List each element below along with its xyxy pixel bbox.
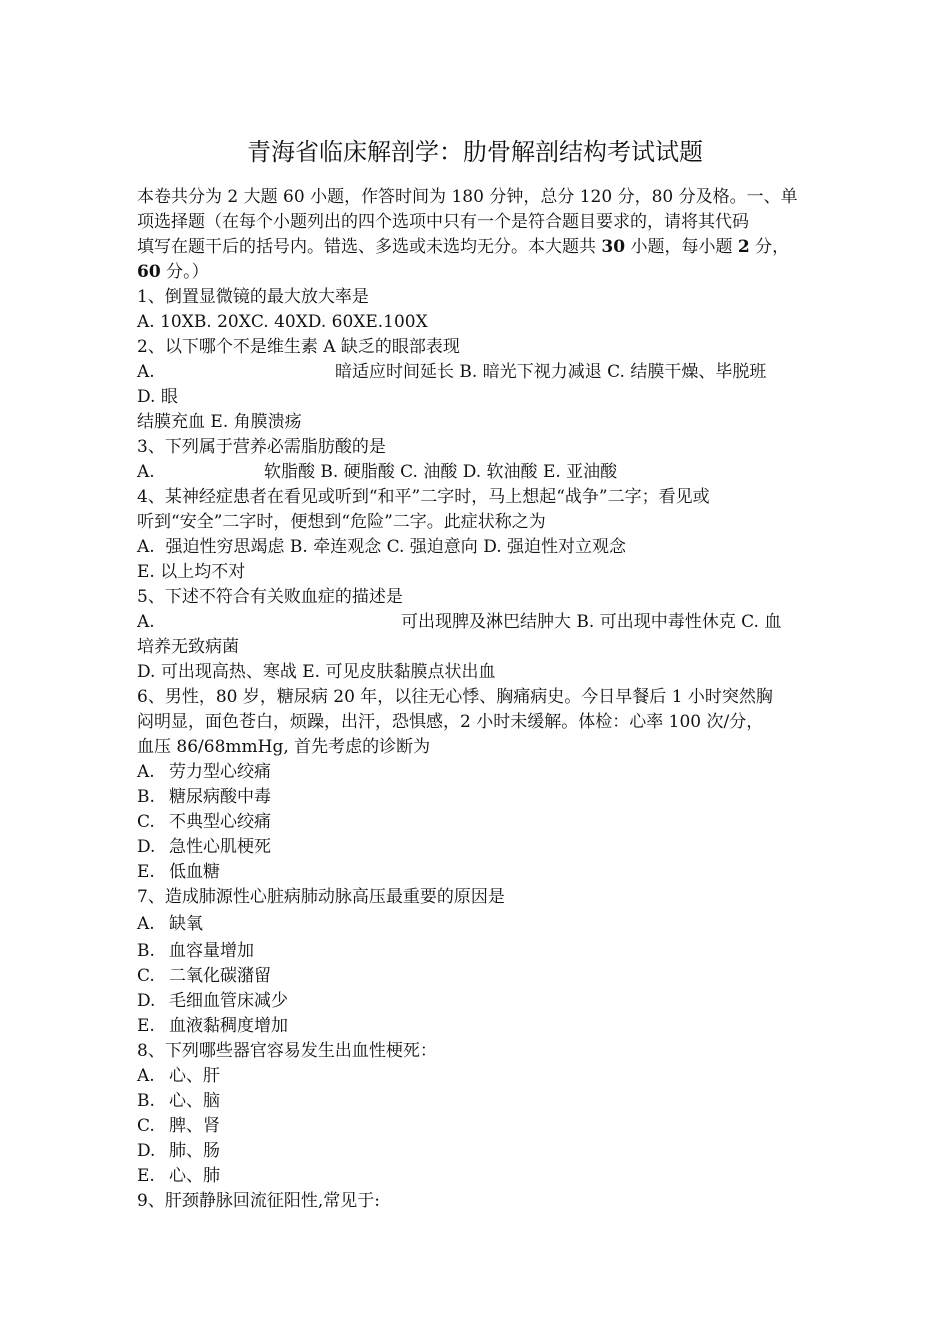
q8-option-a [137, 1064, 220, 1089]
q2-options-text: 暗适应时间延长 B. 暗光下视力减退 C. 结膜干燥、毕脱班 [335, 362, 767, 382]
q8-option-c-text: 脾、肾 [169, 1116, 220, 1136]
q5-option-a-letter: A. [137, 612, 155, 632]
q8-option-b [137, 1089, 220, 1114]
q3-options-text: 软脂酸 B. 硬脂酸 C. 油酸 D. 软油酸 E. 亚油酸 [264, 462, 618, 482]
q6-option-c-letter: C. [137, 812, 155, 832]
q7-option-a-letter: A. [137, 914, 155, 934]
q6-option-d-letter: D. [137, 837, 156, 857]
q6-option-d-text: 急性心肌梗死 [169, 837, 271, 857]
q5-stem: 5、下述不符合有关败血症的描述是 [137, 587, 403, 607]
q8-stem: 8、下列哪些器官容易发生出血性梗死： [137, 1041, 437, 1061]
q2-option-d-line: D. 眼 [137, 387, 178, 407]
intro-line-3-text: 填写在题干后的括号内。错选、多选或未选均无分。本大题共 [137, 237, 602, 257]
q3-option-a-letter: A. [137, 462, 155, 482]
q7-option-c-text: 二氧化碳潴留 [169, 966, 271, 986]
q4-stem-line-1: 4、某神经症患者在看见或听到“和平”二字时，马上想起“战争”二字；看见或 [137, 487, 710, 507]
q6-option-a-letter: A. [137, 762, 155, 782]
intro-line-1: 本卷共分为 2 大题 60 小题，作答时间为 180 分钟，总分 120 分，80 分及格。一、单 [137, 187, 798, 207]
q8-option-e-letter: E. [137, 1166, 155, 1186]
q7-option-b-letter: B. [137, 941, 155, 961]
q7-option-d [137, 989, 288, 1014]
q7-stem: 7、造成肺源性心脏病肺动脉高压最重要的原因是 [137, 887, 505, 907]
q7-option-e-letter: E. [137, 1016, 155, 1036]
q1-options: A. 10ΧB. 20ΧC. 40ΧD. 60ΧE.100Χ [137, 312, 428, 332]
q8-option-e [137, 1164, 220, 1189]
q8-option-d-letter: D. [137, 1141, 156, 1161]
q5-option-c-continued: 培养无致病菌 [137, 637, 239, 657]
q5-options-line [137, 610, 781, 635]
q4-options-line: A. 强迫性穷思竭虑 B. 牵连观念 C. 强迫意向 D. 强迫性对立观念 [137, 537, 627, 557]
q8-option-b-letter: B. [137, 1091, 155, 1111]
q8-option-b-text: 心、脑 [169, 1091, 220, 1111]
q2-stem: 2、以下哪个不是维生素 A 缺乏的眼部表现 [137, 337, 460, 357]
q7-option-a [137, 912, 203, 937]
q6-option-b-text: 糖尿病酸中毒 [169, 787, 271, 807]
q6-stem-line-1: 6、男性，80 岁，糖尿病 20 年，以往无心悸、胸痛病史。今日早餐后 1 小时突然胸 [137, 687, 773, 707]
q6-stem-line-2: 闷明显，面色苍白，烦躁，出汗，恐惧感，2 小时未缓解。体检：心率 100 次/分， [137, 712, 764, 732]
q8-option-d [137, 1139, 220, 1164]
q6-option-b-letter: B. [137, 787, 155, 807]
q6-stem-line-3: 血压 86/68mmHg, 首先考虑的诊断为 [137, 737, 431, 757]
q4-stem-line-2: 听到“安全”二字时，便想到“危险”二字。此症状称之为 [137, 512, 546, 532]
intro-line-3-end: 分， [749, 237, 790, 257]
q7-option-d-text: 毛细血管床减少 [169, 991, 288, 1011]
intro-line-2: 项选择题（在每个小题列出的四个选项中只有一个是符合题目要求的，请将其代码 [137, 212, 749, 232]
q8-option-e-text: 心、肺 [169, 1166, 220, 1186]
q9-stem: 9、肝颈静脉回流征阳性,常见于: [137, 1191, 380, 1211]
q6-option-e [137, 860, 220, 885]
q1-stem: 1、倒置显微镜的最大放大率是 [137, 287, 369, 307]
q7-option-a-text: 缺氧 [169, 914, 203, 934]
q7-option-b [137, 939, 254, 964]
q7-option-e [137, 1014, 288, 1039]
q6-option-e-letter: E. [137, 862, 155, 882]
q7-option-b-text: 血容量增加 [169, 941, 254, 961]
intro-points-each: 2 [737, 237, 750, 257]
q2-option-a-letter: A. [137, 362, 155, 382]
q7-option-c [137, 964, 271, 989]
intro-total-points: 60 [137, 262, 161, 282]
q8-option-c-letter: C. [137, 1116, 155, 1136]
intro-question-count: 30 [601, 237, 626, 257]
q8-option-a-text: 心、肝 [169, 1066, 220, 1086]
q5-options-de-line: D. 可出现高热、寒战 E. 可见皮肤黏膜点状出血 [137, 662, 496, 682]
q7-option-c-letter: C. [137, 966, 155, 986]
q7-option-d-letter: D. [137, 991, 156, 1011]
q6-option-d [137, 835, 271, 860]
q8-option-c [137, 1114, 220, 1139]
q6-option-b [137, 785, 271, 810]
q8-option-a-letter: A. [137, 1066, 155, 1086]
q2-option-e-line: 结膜充血 E. 角膜溃疡 [137, 412, 302, 432]
page-title: 青海省临床解剖学：肋骨解剖结构考试试题 [247, 138, 703, 166]
intro-line-4-end: 分。） [160, 262, 209, 282]
q3-options-line [137, 460, 617, 485]
q3-stem: 3、下列属于营养必需脂肪酸的是 [137, 437, 386, 457]
q6-option-c-text: 不典型心绞痛 [169, 812, 271, 832]
q6-option-e-text: 低血糖 [169, 862, 220, 882]
q7-option-e-text: 血液黏稠度增加 [169, 1016, 288, 1036]
q5-options-text: 可出现脾及淋巴结肿大 B. 可出现中毒性休克 C. 血 [401, 612, 782, 632]
q6-option-c [137, 810, 271, 835]
q4-option-e-line: E. 以上均不对 [137, 562, 246, 582]
q2-option-a-line [137, 360, 766, 385]
q8-option-d-text: 肺、肠 [169, 1141, 220, 1161]
q6-option-a [137, 760, 271, 785]
q6-option-a-text: 劳力型心绞痛 [169, 762, 271, 782]
intro-line-4 [137, 260, 209, 285]
intro-line-3 [137, 235, 789, 260]
intro-line-3-mid: 小题，每小题 [625, 237, 738, 257]
